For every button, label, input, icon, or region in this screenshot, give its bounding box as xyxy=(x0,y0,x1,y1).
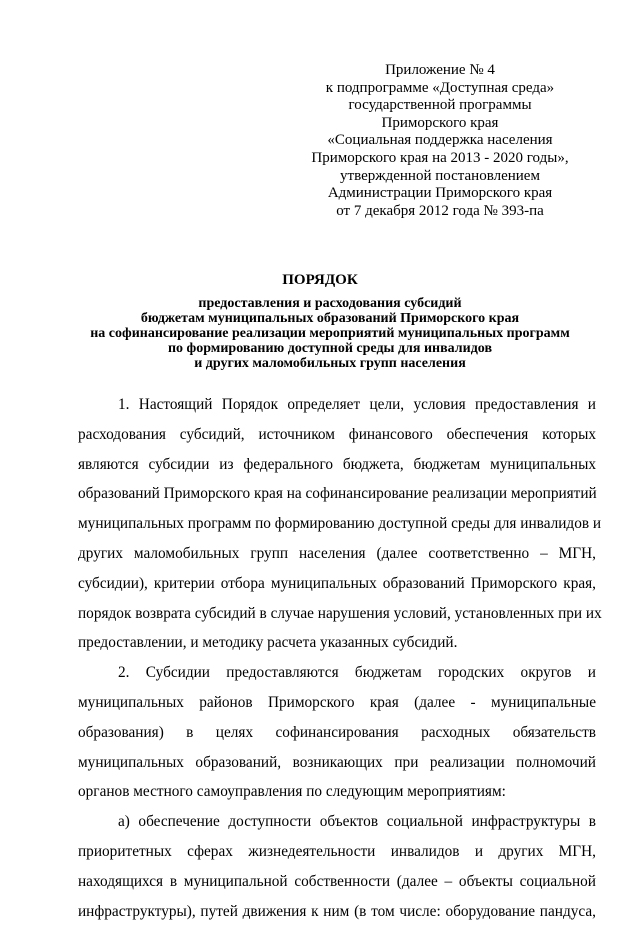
body-line: образований Приморского края на софинансирование реализации мероприятий xyxy=(78,485,597,503)
body-line: расходования субсидий, источником финансового обеспечения которых xyxy=(78,425,596,443)
body-line: находящихся в муниципальной собственности (далее – объекты социальной xyxy=(78,872,596,890)
annex-line: утвержденной постановлением xyxy=(340,167,540,184)
annex-line: от 7 декабря 2012 года № 393-па xyxy=(336,202,544,219)
annex-title: Приложение № 4 xyxy=(385,62,495,78)
body-line: муниципальных образований, возникающих при реализации полномочий xyxy=(78,753,596,771)
body-line: 1. Настоящий Порядок определяет цели, условия предоставления и xyxy=(118,396,596,413)
document-subtitle xyxy=(60,296,600,371)
annex-line: Администрации Приморского края xyxy=(327,185,553,202)
annex-line: Приморского края на 2013 - 2020 годы», xyxy=(311,149,569,166)
annex-line: «Социальная поддержка населения xyxy=(327,132,553,149)
subtitle-line: бюджетам муниципальных образований Приморского края xyxy=(140,311,520,326)
document-body xyxy=(78,390,602,926)
subtitle-line: по формированию доступной среды для инвалидов xyxy=(167,341,493,356)
body-line: являются субсидии из федерального бюджета, бюджетам муниципальных xyxy=(78,455,596,473)
annex-line: Приморского края xyxy=(381,114,499,131)
body-line: образования) в целях софинансирования расходных обязательств xyxy=(78,723,596,741)
body-line: приоритетных сферах жизнедеятельности инвалидов и других МГН, xyxy=(78,842,596,860)
body-line: других маломобильных групп населения (далее соответственно – МГН, xyxy=(78,544,596,562)
body-line: муниципальных программ по формированию доступной среды для инвалидов и xyxy=(78,515,602,533)
body-line: субсидии), критерии отбора муниципальных образований Приморского края, xyxy=(78,574,596,592)
annex-line: к подпрограмме «Доступная среда» xyxy=(325,79,555,96)
annex-line: государственной программы xyxy=(348,97,532,114)
body-line: муниципальных районов Приморского края (далее - муниципальные xyxy=(78,693,596,711)
body-line: а) обеспечение доступности объектов социальной инфраструктуры в xyxy=(118,813,596,831)
body-line: инфраструктуры), путей движения к ним (в том числе: оборудование пандуса, xyxy=(78,902,596,920)
annex-header xyxy=(300,62,580,220)
body-line: порядок возврата субсидий в случае нарушения условий, установленных при их xyxy=(78,604,602,622)
subtitle-line: предоставления и расходования субсидий xyxy=(198,296,462,311)
document-title: ПОРЯДОК xyxy=(282,272,358,288)
body-line: 2. Субсидии предоставляются бюджетам городских округов и xyxy=(118,664,596,682)
subtitle-line: на софинансирование реализации мероприятий муниципальных программ xyxy=(90,326,570,341)
body-line: органов местного самоуправления по следующим мероприятиям: xyxy=(78,783,506,801)
body-line: предоставлении, и методику расчета указанных субсидий. xyxy=(78,634,458,652)
subtitle-line: и других маломобильных групп населения xyxy=(194,356,466,371)
